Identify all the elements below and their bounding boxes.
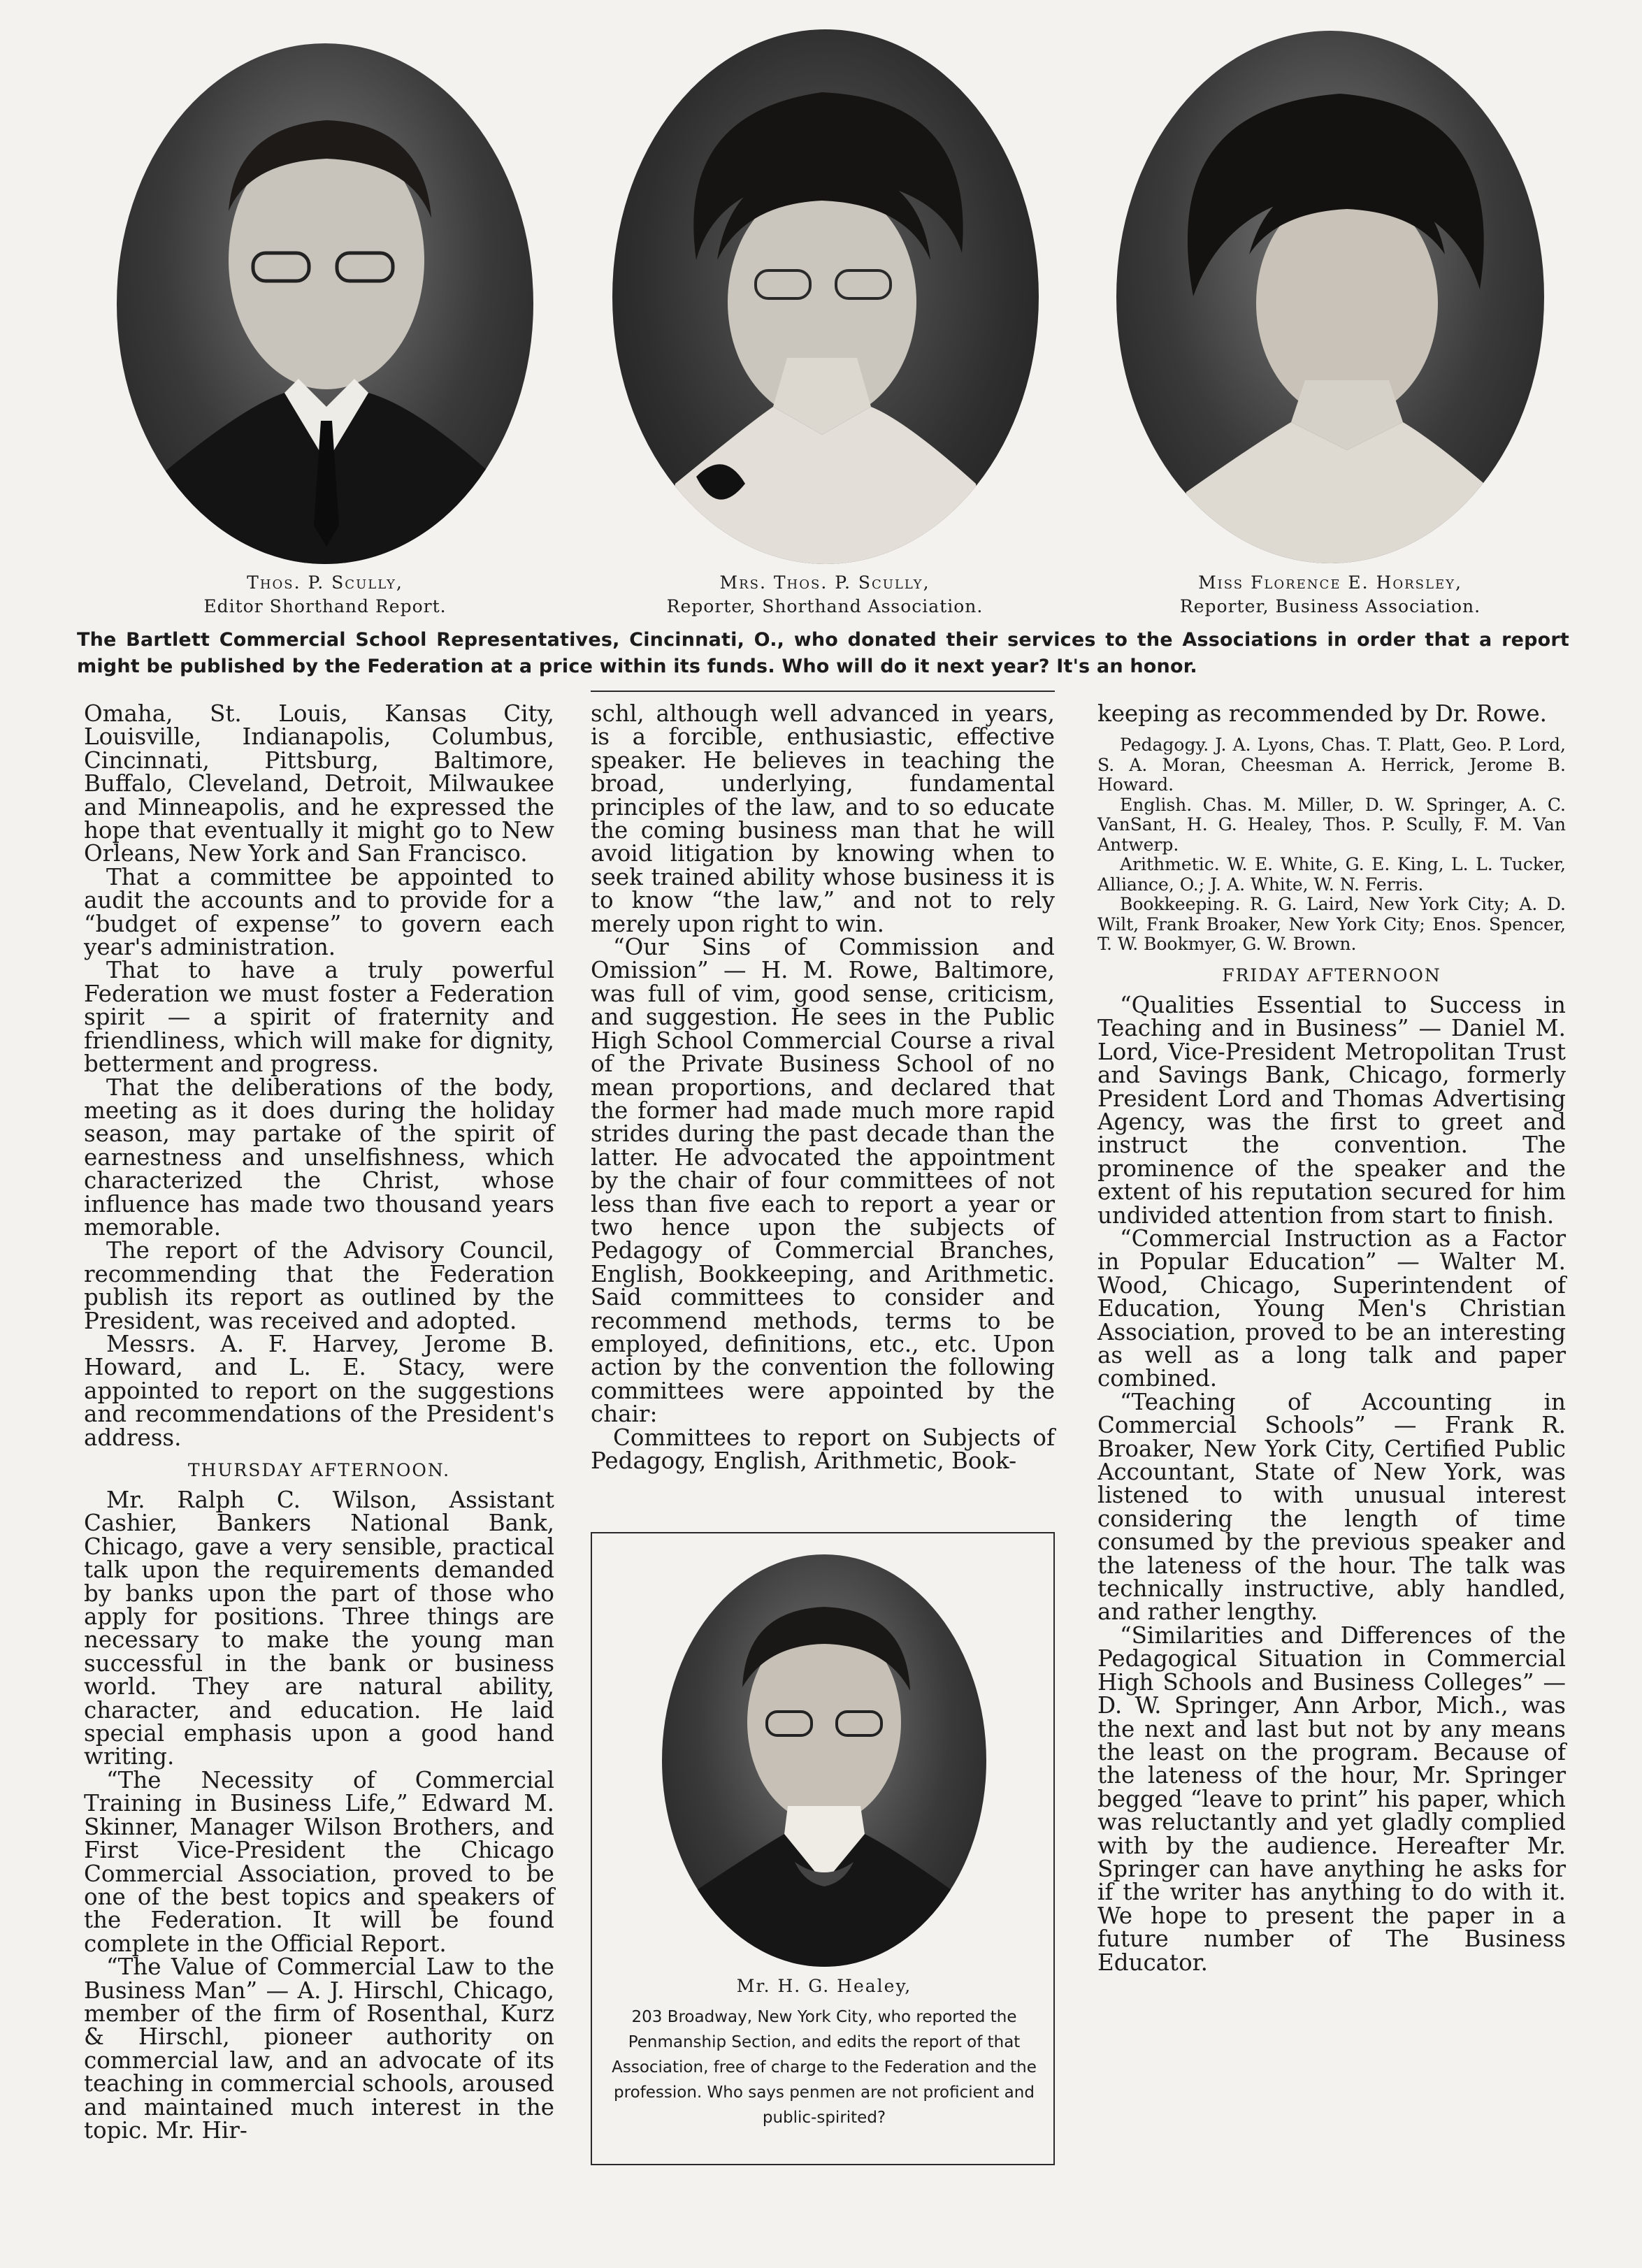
paragraph: Messrs. A. F. Harvey, Jerome B. Howard, and L. E. Stacy, were appointed to report on the suggestions and recommendations of the President's address. xyxy=(84,1330,554,1451)
column-1 xyxy=(84,702,554,2142)
photo-mrs-scully xyxy=(612,29,1039,564)
paragraph: That to have a truly powerful Federation we must foster a Federation spirit — a spirit of fraternity and friendliness, which will make for dignity, betterment and progress. xyxy=(84,957,554,1078)
paragraph: schl, although well advanced in years, is a forcible, enthusiastic, effective speaker. He believes in teaching the broad, underlying, fundamental principles of the law, and to so educate the coming business man that he will avoid litigation by knowing when to seek trained ability whose business it is to know “the law,” and not to rely merely upon right to win. xyxy=(591,700,1055,937)
paragraph: The report of the Advisory Council, recommending that the Federation publish its report as outlined by the President, was received and adopted. xyxy=(84,1237,554,1334)
photo-healey xyxy=(662,1554,986,1967)
paragraph: “The Value of Commercial Law to the Business Man” — A. J. Hirschl, Chicago, member of the firm of Rosenthal, Kurz & Hirschl, pioneer authority on commercial law, and an advocate of its teaching in commercial schools, aroused and maintained much interest in the topic. Mr. Hir- xyxy=(84,1953,554,2144)
healey-name: Mr. H. G. Healey, xyxy=(736,1976,912,1996)
portrait-name: Miss Florence E. Horsley, xyxy=(1198,572,1462,593)
portrait-role: Reporter, Business Association. xyxy=(1179,596,1481,616)
paragraph: Committees to report on Subjects of Pedagogy, English, Arithmetic, Book- xyxy=(591,1424,1055,1474)
paragraph: “Qualities Essential to Success in Teaching and in Business” — Daniel M. Lord, Vice-President Metropolitan Trust and Savings Bank, Chicago, formerly President Lord and Thomas Advertising Agency, was the first to greet and instruct the convention. The prominence of the speaker and the extent of his reputation secured for him undivided attention from start to finish. xyxy=(1097,991,1566,1229)
paragraph: That the deliberations of the body, meeting as it does during the holiday season, may partake of the spirit of earnestness and unselfishness, which characterized the Christ, whose influence has made two thousand years memorable. xyxy=(84,1074,554,1241)
portrait-name: Thos. P. Scully, xyxy=(247,572,403,593)
paragraph: That a committee be appointed to audit the accounts and to provide for a “budget of expense” to govern each year's administration. xyxy=(84,863,554,961)
healey-photo-box xyxy=(591,1532,1055,2165)
photo-thos-scully xyxy=(117,43,533,564)
section-heading: FRIDAY AFTERNOON xyxy=(1222,965,1441,985)
woman-portrait-icon xyxy=(1116,31,1544,563)
healey-description: 203 Broadway, New York City, who reported the Penmanship Section, and edits the report of that Association, free of charge to the Federation and the profession. Who says penmen are not proficient and public-spirited? xyxy=(612,2008,1037,2127)
portrait-role: Reporter, Shorthand Association. xyxy=(666,596,984,616)
column-2 xyxy=(591,702,1055,1473)
woman-portrait-icon xyxy=(612,29,1039,564)
column-3 xyxy=(1097,702,1566,1974)
portrait-name: Mrs. Thos. P. Scully, xyxy=(719,572,930,593)
paragraph: keeping as recommended by Dr. Rowe. xyxy=(1097,700,1547,727)
photo-florence-horsley xyxy=(1116,31,1544,563)
paragraph: “Similarities and Differences of the Pedagogical Situation in Commercial High Schools and Business Colleges” — D. W. Springer, Ann Arbor, Mich., was the next and last but not by any means the least on the program. Because of the lateness of the hour, Mr. Springer begged “leave to print” his paper, which was reluctantly and yet gladly complied with by the audience. Hereafter Mr. Springer can have anything he asks for if the writer has anything to do with it. We hope to present the paper in a future number of The Business Educator. xyxy=(1097,1621,1566,1976)
man-portrait-icon xyxy=(662,1554,986,1967)
paragraph: “Teaching of Accounting in Commercial Schools” — Frank R. Broaker, New York City, Certified Public Accountant, State of New York, was listened to with unusual interest considering the length of time consumed by the previous speaker and the lateness of the hour. The talk was technically instructive, ably handled, and rather lengthy. xyxy=(1097,1388,1566,1626)
committee-list xyxy=(1097,735,1566,955)
committee-arithmetic: Arithmetic. W. E. White, G. E. King, L. L. Tucker, Alliance, O.; J. A. White, W. N. Ferris. xyxy=(1097,854,1566,895)
section-heading: THURSDAY AFTERNOON. xyxy=(187,1460,451,1480)
committee-pedagogy: Pedagogy. J. A. Lyons, Chas. T. Platt, Geo. P. Lord, S. A. Moran, Cheesman A. Herrick, Jerome B. Howard. xyxy=(1097,735,1566,795)
photo-banner-caption: The Bartlett Commercial School Representatives, Cincinnati, O., who donated their services to the Associations in order that a report might be published by the Federation at a price within its funds. Who will do it next year? It's an honor. xyxy=(77,629,1569,677)
paragraph: Omaha, St. Louis, Kansas City, Louisville, Indianapolis, Columbus, Cincinnati, Pittsburg, Baltimore, Buffalo, Cleveland, Detroit, Milwaukee and Minneapolis, and he expressed the hope that eventually it might go to New Orleans, New York and San Francisco. xyxy=(84,700,554,867)
man-portrait-icon xyxy=(117,43,533,564)
paragraph: “Our Sins of Commission and Omission” — H. M. Rowe, Baltimore, was full of vim, good sense, criticism, and suggestion. He sees in the Public High School Commercial Course a rival of the Private Business School of no mean proportions, and declared that the former had made much more rapid strides during the past decade than the latter. He advocated the appointment by the chair of four committees of not less than five each to report a year or two hence upon the subjects of Pedagogy of Commercial Branches, English, Bookkeeping, and Arithmetic. Said committees to consider and recommend methods, terms to be employed, definitions, etc., etc. Upon action by the convention the following committees were appointed by the chair: xyxy=(591,934,1055,1428)
paragraph: “The Necessity of Commercial Training in Business Life,” Edward M. Skinner, Manager Wilson Brothers, and First Vice-President the Chicago Commercial Association, proved to be one of the best topics and speakers of the Federation. It will be found complete in the Official Report. xyxy=(84,1766,554,1957)
committee-english: English. Chas. M. Miller, D. W. Springer, A. C. VanSant, H. G. Healey, Thos. P. Scully, F. M. Van Antwerp. xyxy=(1097,794,1566,855)
paragraph: Mr. Ralph C. Wilson, Assistant Cashier, Bankers National Bank, Chicago, gave a very sensible, practical talk upon the requirements demanded by banks upon the part of those who apply for positions. Three things are necessary to make the young man successful in the bank or business world. They are natural ability, character, and education. He laid special emphasis upon a good hand writing. xyxy=(84,1487,554,1770)
paragraph: “Commercial Instruction as a Factor in Popular Education” — Walter M. Wood, Chicago, Superintendent of Education, Young Men's Christian Association, proved to be an interesting as well as a long talk and paper combined. xyxy=(1097,1225,1566,1392)
committee-bookkeeping: Bookkeeping. R. G. Laird, New York City; A. D. Wilt, Frank Broaker, New York City; Enos. Spencer, T. W. Bookmyer, G. W. Brown. xyxy=(1097,894,1566,955)
portrait-role: Editor Shorthand Report. xyxy=(203,596,447,616)
healey-caption xyxy=(606,1974,1042,2130)
banner-rule xyxy=(591,691,1055,692)
